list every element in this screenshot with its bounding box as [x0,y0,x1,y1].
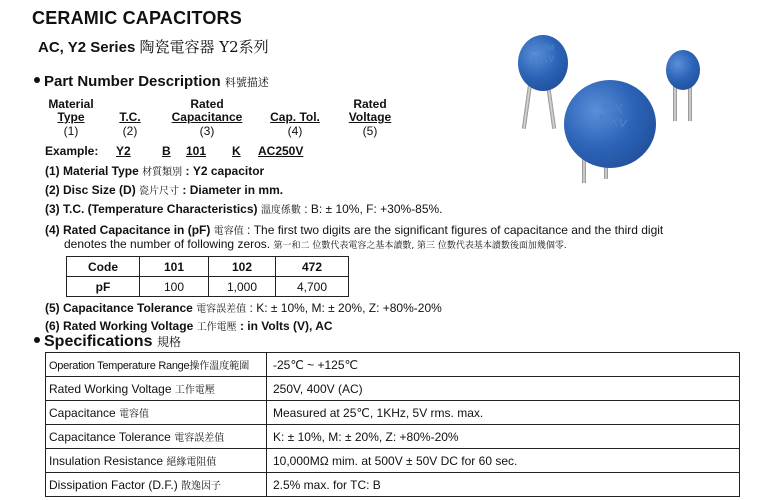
spec-key [46,353,267,377]
example-part-3: 101 [186,144,207,158]
spec-key-text: Operation Temperature Range [49,360,190,372]
desc-key: (5) Capacitance Tolerance [45,301,193,315]
desc-line-4-cont [64,237,567,251]
col-rated-capacitance [166,98,248,138]
table-row [67,257,349,277]
table-row [46,425,740,449]
lead-wire [522,83,532,129]
col-number: (1) [63,124,79,138]
table-cell: 102 [209,257,276,277]
table-row [46,377,740,401]
capacitor-marking: 102M [531,43,555,53]
capacitor-marking: 51K [599,97,625,117]
specifications-table [45,352,740,497]
spec-key [46,377,267,401]
desc-key: (4) Rated Capacitance in (pF) [45,223,211,237]
example-part-1: Y2 [116,144,131,158]
table-cell: 1,000 [209,277,276,297]
series-name: AC, Y2 Series [38,39,136,56]
table-row [67,277,349,297]
desc-line-4 [45,222,663,237]
table-cell: Code [67,257,140,277]
spec-key-cn: 操作溫度範圍 [189,361,250,372]
table-row [46,473,740,497]
spec-key [46,449,267,473]
spec-value: 2.5% max. for TC: B [267,473,740,497]
col-header-line2: Voltage [348,110,392,124]
capacitance-code-table [66,256,349,297]
col-number: (5) [362,124,378,138]
spec-key-cn: 絕緣電阻值 [166,457,217,468]
col-number: (4) [287,124,303,138]
series-name-cn: 陶瓷電容器 Y2系列 [139,38,269,56]
desc-line-3 [45,201,443,216]
section-label-cn: 規格 [156,335,181,349]
example-row [45,144,98,158]
desc-key-cn: 工作電壓 [196,322,237,333]
capacitor-small-right [666,50,700,90]
desc-value: denotes the number of following zeros. [64,237,271,251]
section-specifications [34,333,181,351]
table-row [46,353,740,377]
example-part-2: B [162,144,171,158]
section-label-cn: 料號描述 [224,76,269,89]
desc-value: : Y2 capacitor [185,164,265,178]
spec-key-cn: 散逸因子 [181,481,222,492]
capacitor-marking: 15KV [595,111,629,131]
spec-key-text: Rated Working Voltage [49,382,172,396]
table-cell: 101 [140,257,209,277]
bullet-icon [34,77,40,83]
desc-value-cn: 第一和二 位數代表電容之基本讀數, 第三 位數代表基本讀數後面加幾個零. [273,241,567,251]
spec-value: Measured at 25℃, 1KHz, 5V rms. max. [267,401,740,425]
desc-key-cn: 電容值 [213,226,244,237]
col-cap-tol [262,98,328,138]
col-header-line1: Material [48,97,94,111]
spec-key-text: Capacitance Tolerance [49,430,171,444]
spec-key [46,401,267,425]
spec-key [46,473,267,497]
desc-key: (1) Material Type [45,164,139,178]
table-cell: 472 [276,257,349,277]
desc-key: (3) T.C. (Temperature Characteristics) [45,202,258,216]
spec-key-cn: 工作電壓 [174,385,215,396]
col-header-line1: Rated [190,97,224,111]
spec-key-text: Insulation Resistance [49,454,164,468]
desc-line-2 [45,182,283,197]
col-header-line2: T.C. [119,110,141,124]
col-number: (3) [199,124,215,138]
desc-key-cn: 瓷片尺寸 [139,186,180,197]
desc-value: : K: ± 10%, M: ± 20%, Z: +80%-20% [249,301,442,315]
col-header-line1: Rated [353,97,387,111]
spec-key-cn: 電容值 [119,409,150,420]
section-part-number [34,73,269,90]
desc-value: : Diameter in mm. [182,183,284,197]
example-part-5: AC250V [258,144,304,158]
table-row [46,449,740,473]
desc-line-5 [45,300,442,315]
section-label: Specifications [44,333,153,350]
spec-value: 250V, 400V (AC) [267,377,740,401]
col-material-type [44,98,98,138]
spec-key-text: Capacitance [49,406,116,420]
example-part-4: K [232,144,241,158]
desc-key: (2) Disc Size (D) [45,183,136,197]
series-subtitle [38,36,269,57]
desc-value: : The first two digits are the significant figures of capacitance and the third digit [247,223,664,237]
desc-value: : in Volts (V), AC [239,319,333,333]
table-cell: 4,700 [276,277,349,297]
table-row [46,401,740,425]
page-title: CERAMIC CAPACITORS [32,8,242,28]
desc-line-1 [45,163,264,178]
spec-value: -25℃ ~ +125℃ [267,353,740,377]
desc-line-6 [45,318,333,333]
example-label: Example: [45,144,99,158]
desc-key-cn: 溫度係數 [260,205,301,216]
col-tc [109,98,151,138]
spec-value: 10,000MΩ mim. at 500V ± 50V DC for 60 sec. [267,449,740,473]
col-number: (2) [122,124,138,138]
col-rated-voltage [340,98,400,138]
desc-key: (6) Rated Working Voltage [45,319,194,333]
table-cell: 100 [140,277,209,297]
product-photo [500,25,720,185]
col-header-line2: Capacitance [171,110,243,124]
desc-key-cn: 材質類別 [142,167,183,178]
section-label: Part Number Description [44,73,221,90]
col-header-line2: Type [57,110,85,124]
bullet-icon [34,337,40,343]
capacitor-marking: 15KV [531,54,555,64]
desc-key-cn: 電容誤差值 [196,304,247,315]
spec-key-text: Dissipation Factor (D.F.) [49,478,178,492]
spec-key-cn: 電容誤差值 [174,433,225,444]
table-cell: pF [67,277,140,297]
desc-value: : B: ± 10%, F: +30%-85%. [304,202,443,216]
spec-value: K: ± 10%, M: ± 20%, Z: +80%-20% [267,425,740,449]
spec-key [46,425,267,449]
col-header-line2: Cap. Tol. [270,110,320,124]
